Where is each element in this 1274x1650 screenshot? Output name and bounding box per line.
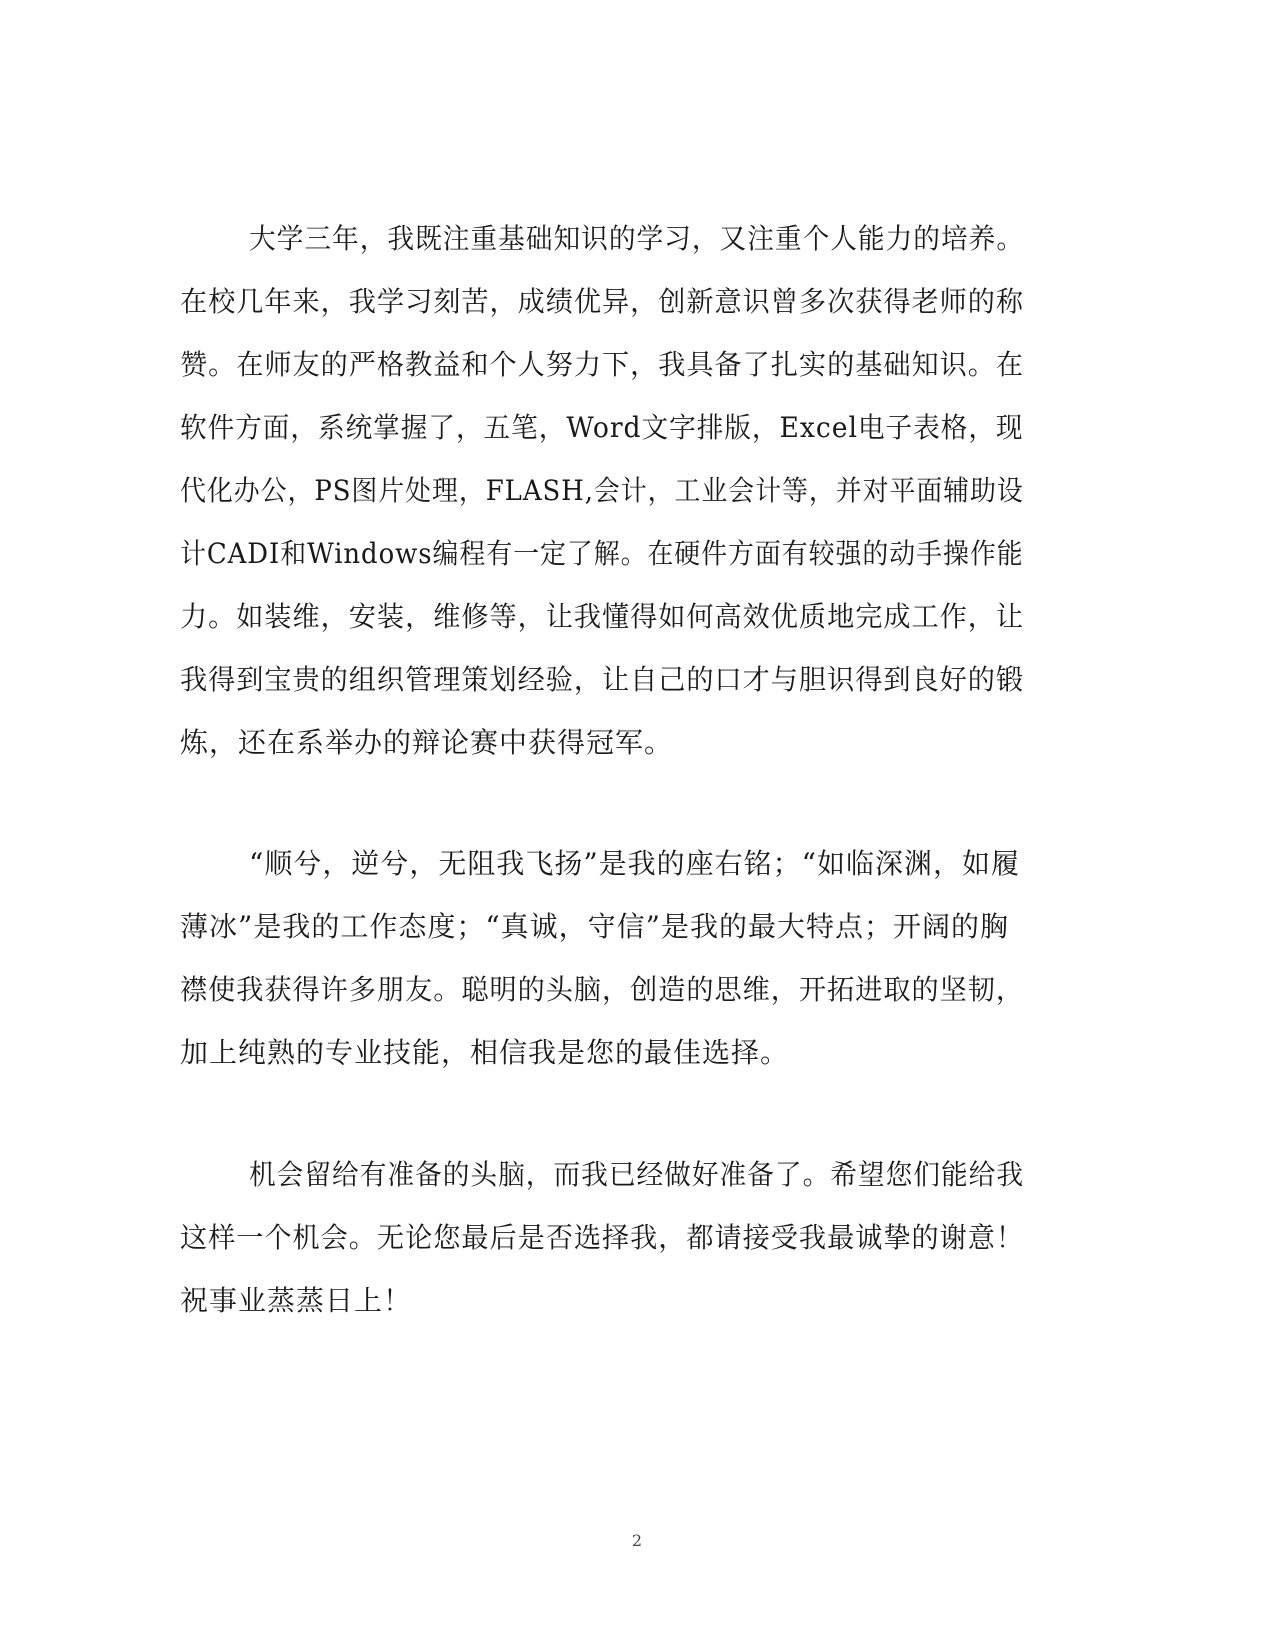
paragraph-1-line-1: 大学三年，我既注重基础知识的学习，又注重个人能力的培养。 [249, 222, 1025, 255]
paragraph-1-line-5: 代化办公，PS图片处理，FLASH,会计，工业会计等，并对平面辅助设 [180, 474, 1024, 507]
paragraph-2-line-4: 加上纯熟的专业技能，相信我是您的最佳选择。 [180, 1036, 790, 1069]
paragraph-1-line-2: 在校几年来，我学习刻苦，成绩优异，创新意识曾多次获得老师的称 [180, 285, 1025, 318]
paragraph-3-line-3: 祝事业蒸蒸日上！ [180, 1284, 413, 1317]
paragraph-1-line-6: 计CADI和Windows编程有一定了解。在硬件方面有较强的动手操作能 [180, 537, 1024, 570]
paragraph-1-line-3: 赞。在师友的严格教益和个人努力下，我具备了扎实的基础知识。在 [180, 348, 1025, 381]
paragraph-3-line-2: 这样一个机会。无论您最后是否选择我，都请接受我最诚挚的谢意！ [180, 1221, 1025, 1254]
paragraph-1-line-8: 我得到宝贵的组织管理策划经验，让自己的口才与胆识得到良好的锻 [180, 663, 1025, 696]
paragraph-2-line-1: “顺兮，逆兮，无阻我飞扬”是我的座右铭；“如临深渊，如履 [249, 847, 1020, 880]
paragraph-2-line-2: 薄冰”是我的工作态度；“真诚，守信”是我的最大特点；开阔的胸 [180, 910, 1009, 943]
paragraph-3-line-1: 机会留给有准备的头脑，而我已经做好准备了。希望您们能给我 [249, 1158, 1025, 1191]
page-number: 2 [631, 1531, 643, 1550]
paragraph-1-line-4: 软件方面，系统掌握了，五笔，Word文字排版，Excel电子表格，现 [180, 411, 1024, 444]
paragraph-2-line-3: 襟使我获得许多朋友。聪明的头脑，创造的思维，开拓进取的坚韧， [180, 973, 1025, 1006]
paragraph-1-line-9: 炼，还在系举办的辩论赛中获得冠军。 [180, 726, 674, 759]
paragraph-1-line-7: 力。如装维，安装，维修等，让我懂得如何高效优质地完成工作，让 [180, 600, 1025, 633]
